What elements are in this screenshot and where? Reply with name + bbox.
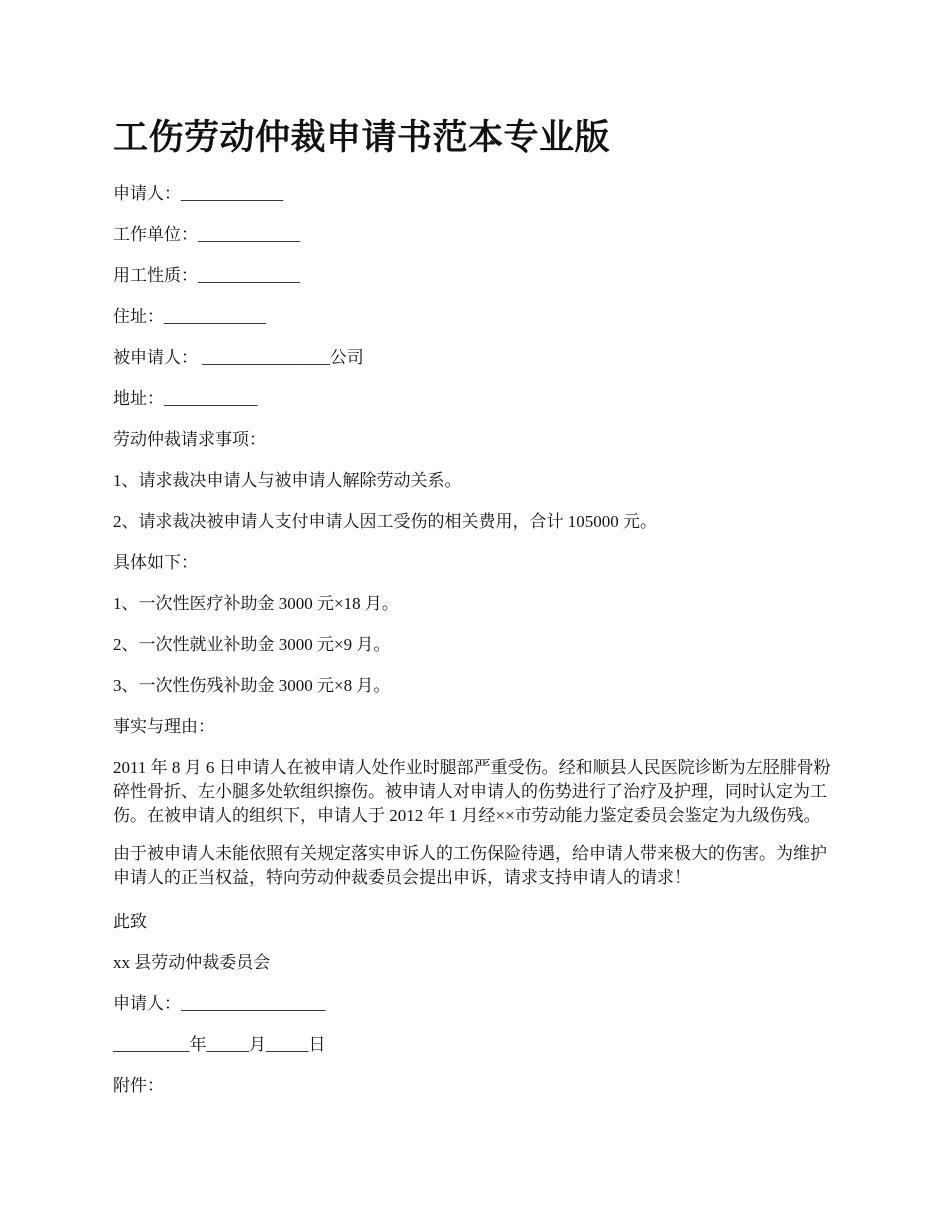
facts-paragraph: 2011 年 8 月 6 日申请人在被申请人处作业时腿部严重受伤。经和顺县人民医院诊断为左胫腓骨粉碎性骨折、左小腿多处软组织擦伤。被申请人对申请人的伤势进行了治疗及护理，同时认定为工伤。在被申请人的组织下，申请人于 2012 年 1 月经××市劳动能力鉴定委员会鉴定为九级伤残。 bbox=[113, 758, 831, 825]
facts-heading: 事实与理由： bbox=[113, 717, 215, 736]
date-field: _________年_____月_____日 bbox=[113, 1035, 326, 1054]
respondent-field: 被申请人： _______________公司 bbox=[113, 348, 364, 367]
respondent-address-field: 地址：___________ bbox=[113, 389, 258, 408]
salutation: 此致 bbox=[113, 912, 147, 931]
detail-item: 1、一次性医疗补助金 3000 元×18 月。 bbox=[113, 594, 399, 613]
detail-item: 2、一次性就业补助金 3000 元×9 月。 bbox=[113, 635, 391, 654]
address-field: 住址：____________ bbox=[113, 307, 266, 326]
claim-item: 2、请求裁决被申请人支付申请人因工受伤的相关费用，合计 105000 元。 bbox=[113, 512, 657, 531]
detail-item: 3、一次性伤残补助金 3000 元×8 月。 bbox=[113, 676, 391, 695]
recipient: xx 县劳动仲裁委员会 bbox=[113, 953, 271, 972]
document-page bbox=[113, 112, 843, 1115]
claim-item: 1、请求裁决申请人与被申请人解除劳动关系。 bbox=[113, 471, 462, 490]
reasons-paragraph: 由于被申请人未能依照有关规定落实申诉人的工伤保险待遇，给申请人带来极大的伤害。为维护申请人的正当权益，特向劳动仲裁委员会提出申诉，请求支持申请人的请求！ bbox=[113, 844, 827, 887]
document-title: 工伤劳动仲裁申请书范本专业版 bbox=[113, 118, 611, 157]
details-heading: 具体如下： bbox=[113, 553, 198, 572]
applicant-field: 申请人：____________ bbox=[113, 184, 283, 203]
attachments-label: 附件： bbox=[113, 1076, 164, 1095]
employer-field: 工作单位：____________ bbox=[113, 225, 300, 244]
claims-heading: 劳动仲裁请求事项： bbox=[113, 430, 266, 449]
employment-type-field: 用工性质：____________ bbox=[113, 266, 300, 285]
signature-field: 申请人：_________________ bbox=[113, 994, 326, 1013]
